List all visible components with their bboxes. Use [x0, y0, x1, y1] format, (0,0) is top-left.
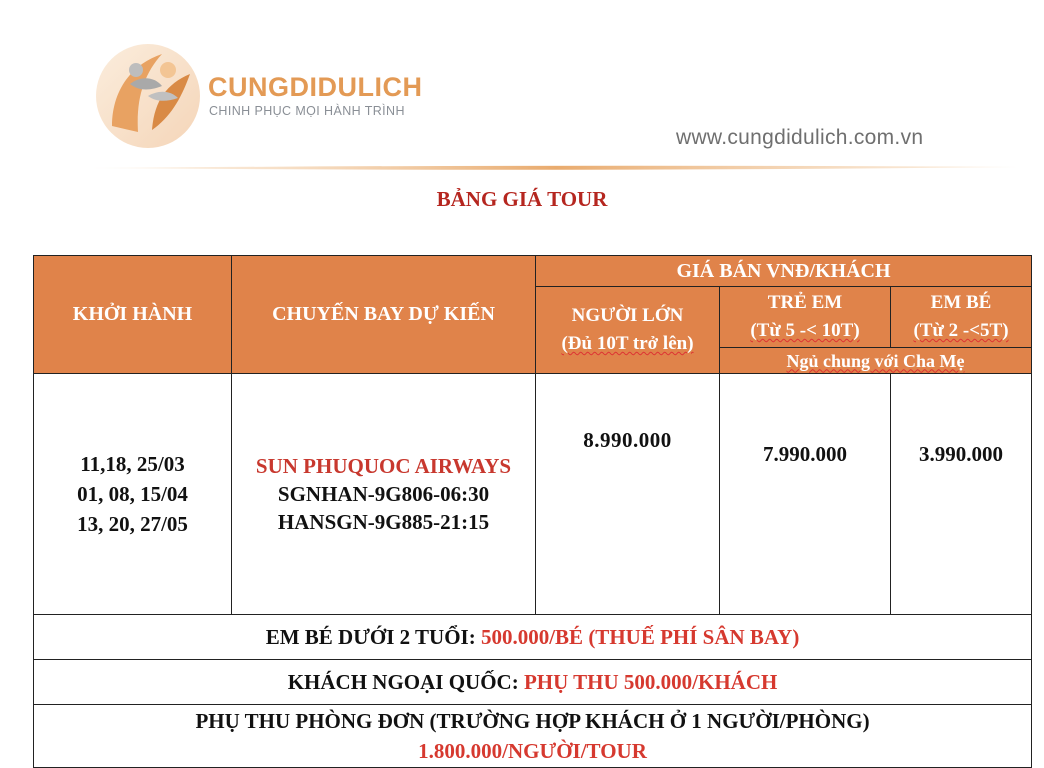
date-line: 11,18, 25/03	[80, 452, 185, 476]
note-single-room	[34, 705, 1032, 768]
flight-info	[232, 374, 536, 615]
note-infant-under-2	[34, 615, 1032, 660]
header-departure: KHỞI HÀNH	[34, 256, 232, 374]
note-label: EM BÉ DƯỚI 2 TUỔI:	[265, 624, 476, 649]
header-child-label: TRẺ EM	[767, 292, 843, 313]
header-price-group: GIÁ BÁN VNĐ/KHÁCH	[536, 256, 1032, 287]
website-url[interactable]: www.cungdidulich.com.vn	[676, 126, 924, 149]
note-foreign-guest	[34, 660, 1032, 705]
date-line: 01, 08, 15/04	[77, 482, 188, 506]
header-adult	[536, 287, 720, 374]
brand-name: CUNGDIDULICH	[208, 72, 423, 102]
header-child	[720, 287, 891, 348]
flight-return: HANSGN-9G885-21:15	[277, 510, 490, 534]
header-adult-note: (Đủ 10T trở lên)	[561, 333, 694, 354]
header-infant	[891, 287, 1032, 348]
infant-price: 3.990.000	[891, 374, 1032, 615]
brand-slogan: CHINH PHỤC MỌI HÀNH TRÌNH	[209, 104, 405, 118]
note-value: 1.800.000/NGƯỜI/TOUR	[418, 739, 647, 763]
child-price: 7.990.000	[720, 374, 891, 615]
price-table	[33, 255, 1032, 768]
departure-dates	[34, 374, 232, 615]
flight-outbound: SGNHAN-9G806-06:30	[277, 482, 490, 506]
note-label: KHÁCH NGOẠI QUỐC:	[287, 669, 519, 694]
date-line: 13, 20, 27/05	[77, 512, 188, 536]
note-value: 500.000/BÉ (THUẾ PHÍ SÂN BAY)	[480, 624, 800, 649]
adult-price: 8.990.000	[536, 374, 720, 615]
note-value: PHỤ THU 500.000/KHÁCH	[523, 669, 778, 694]
header-flight: CHUYẾN BAY DỰ KIẾN	[232, 256, 536, 374]
header-adult-label: NGƯỜI LỚN	[571, 305, 684, 326]
people-leaf-logo-icon	[92, 40, 204, 152]
airline-name: SUN PHUQUOC AIRWAYS	[255, 454, 512, 478]
header-share-note: Ngủ chung với Cha Mẹ	[720, 348, 1032, 374]
page-title: BẢNG GIÁ TOUR	[436, 187, 608, 211]
header-child-note: (Từ 5 -< 10T)	[750, 320, 860, 341]
header-divider	[92, 164, 1020, 172]
header-infant-note: (Từ 2 -<5T)	[913, 320, 1009, 341]
header-infant-label: EM BÉ	[930, 292, 992, 313]
note-label: PHỤ THU PHÒNG ĐƠN (TRƯỜNG HỢP KHÁCH Ở 1 NGƯỜI/PHÒNG)	[195, 709, 870, 733]
